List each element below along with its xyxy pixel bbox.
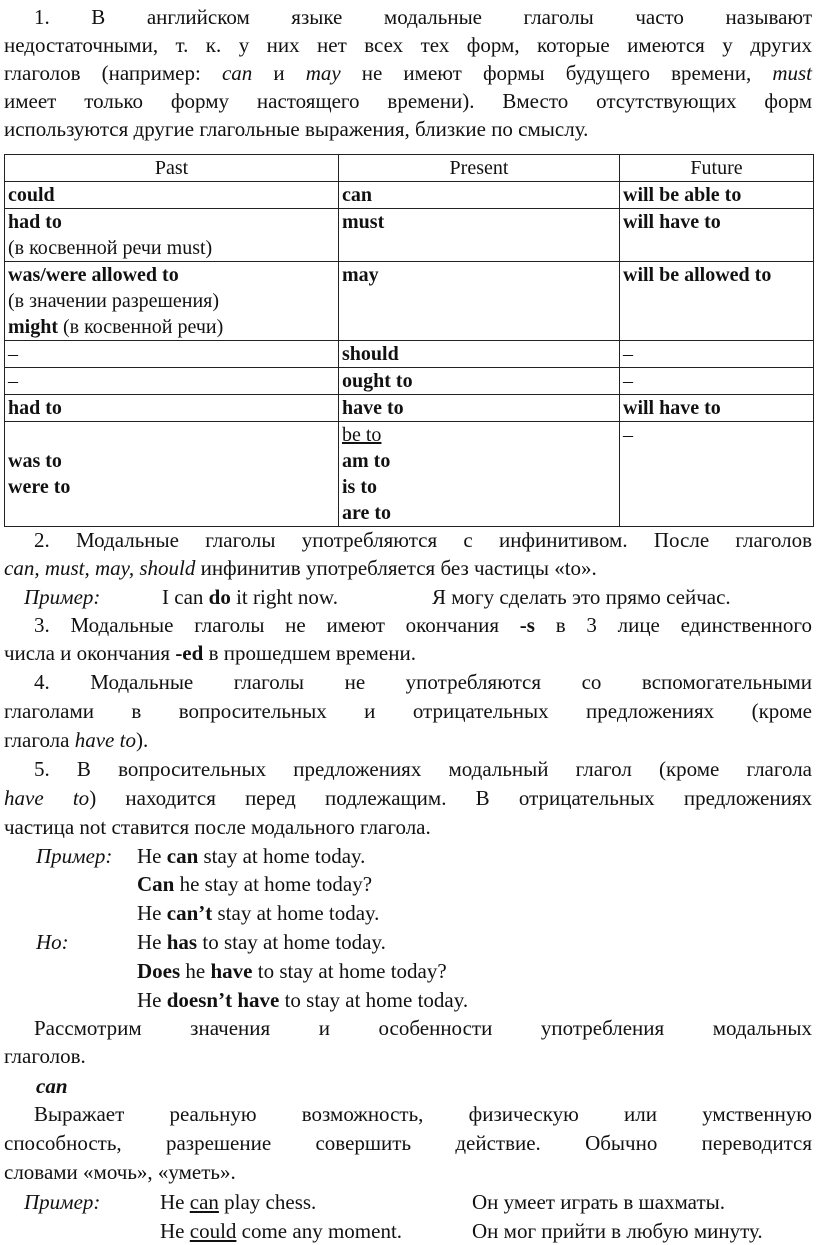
cell-present: must bbox=[339, 209, 620, 262]
cell-present: have to bbox=[339, 395, 620, 422]
para6-line2: глаголов. bbox=[4, 1044, 86, 1068]
para5-line2: have to) находится перед подлежащим. В отрицательных предложениях bbox=[4, 786, 812, 810]
cell-future: – bbox=[620, 368, 814, 395]
para7-line1: Выражает реальную возможность, физическую или умственную bbox=[34, 1102, 812, 1126]
para2-line1: 2. Модальные глаголы употребляются с инфинитивом. После глаголов bbox=[34, 528, 812, 552]
section-heading-can: can bbox=[36, 1074, 68, 1098]
table-row bbox=[5, 262, 814, 341]
header-past: Past bbox=[5, 155, 339, 182]
para5-line3: частица not ставится после модального глагола. bbox=[4, 815, 431, 839]
cell-present: may bbox=[339, 262, 620, 341]
cell-past: – bbox=[5, 341, 339, 368]
cell-present: should bbox=[339, 341, 620, 368]
example-sentence: He doesn’t have to stay at home today. bbox=[137, 988, 469, 1012]
cell-future: will be able to bbox=[620, 182, 814, 209]
cell-past: was/were allowed to (в значении разрешения) might (в косвенной речи) bbox=[5, 262, 339, 341]
example-sentence: He can play chess. bbox=[160, 1190, 317, 1214]
example-label: Пример: bbox=[36, 844, 113, 868]
cell-present: ought to bbox=[339, 368, 620, 395]
para4-line1: 4. Модальные глаголы не употребляются со вспомогательными bbox=[34, 670, 812, 694]
cell-past: could bbox=[5, 182, 339, 209]
example-label: Пример: bbox=[24, 1190, 101, 1214]
modal-forms-table bbox=[4, 154, 814, 527]
example-label: Пример: bbox=[24, 585, 101, 609]
table-row bbox=[5, 395, 814, 422]
example-translation: Я могу сделать это прямо сейчас. bbox=[432, 585, 731, 609]
para5-line1: 5. В вопросительных предложениях модальный глагол (кроме глагола bbox=[34, 757, 812, 781]
example-sentence: Can he stay at home today? bbox=[137, 872, 373, 896]
para1-line5: используются другие глагольные выражения, близкие по смыслу. bbox=[4, 117, 589, 141]
para1-line2: недостаточными, т. к. у них нет всех тех форм, которые имеются у других bbox=[4, 33, 812, 57]
example-sentence: He could come any moment. bbox=[160, 1219, 403, 1243]
cell-future: will be allowed to bbox=[620, 262, 814, 341]
para3-line1: 3. Модальные глаголы не имеют окончания -s в 3 лице единственного bbox=[34, 613, 813, 637]
cell-present: can bbox=[339, 182, 620, 209]
table-row bbox=[5, 368, 814, 395]
example-sentence: I can do it right now. bbox=[162, 585, 338, 609]
example-translation: Он мог прийти в любую минуту. bbox=[472, 1219, 763, 1243]
table-row bbox=[5, 182, 814, 209]
cell-future: will have to bbox=[620, 395, 814, 422]
cell-future: – bbox=[620, 422, 814, 527]
table-row bbox=[5, 422, 814, 527]
cell-future: – bbox=[620, 341, 814, 368]
para1-line3: глаголов (например: can и may не имеют формы будущего времени, must bbox=[4, 61, 812, 85]
para4-line3: глагола have to). bbox=[4, 728, 149, 752]
para3-line2: числа и окончания -ed в прошедшем времени. bbox=[4, 641, 416, 665]
para7-line3: словами «мочь», «уметь». bbox=[4, 1160, 236, 1184]
cell-present: be to am to is to are to bbox=[339, 422, 620, 527]
cell-past: had to bbox=[5, 395, 339, 422]
para4-line2: глаголами в вопросительных и отрицательных предложениях (кроме bbox=[4, 699, 812, 723]
para7-line2: способность, разрешение совершить действие. Обычно переводится bbox=[4, 1131, 812, 1155]
cell-past: was to were to bbox=[5, 422, 339, 527]
table-header-row bbox=[5, 155, 814, 182]
para1-line1: 1. В английском языке модальные глаголы часто называют bbox=[34, 5, 812, 29]
example-translation: Он умеет играть в шахматы. bbox=[472, 1190, 725, 1214]
para2-line2: can, must, may, should инфинитив употребляется без частицы «to». bbox=[4, 556, 597, 580]
example-sentence: Does he have to stay at home today? bbox=[137, 959, 447, 983]
example-sentence: He has to stay at home today. bbox=[137, 930, 386, 954]
header-present: Present bbox=[339, 155, 620, 182]
header-future: Future bbox=[620, 155, 814, 182]
table-row bbox=[5, 341, 814, 368]
but-label: Но: bbox=[36, 930, 69, 954]
para6-line1: Рассмотрим значения и особенности употребления модальных bbox=[34, 1016, 812, 1040]
cell-past: – bbox=[5, 368, 339, 395]
example-sentence: He can’t stay at home today. bbox=[137, 901, 380, 925]
para1-line4: имеет только форму настоящего времени). Вместо отсутствующих форм bbox=[4, 89, 812, 113]
example-sentence: He can stay at home today. bbox=[137, 844, 366, 868]
table-row bbox=[5, 209, 814, 262]
cell-past: had to (в косвенной речи must) bbox=[5, 209, 339, 262]
cell-future: will have to bbox=[620, 209, 814, 262]
